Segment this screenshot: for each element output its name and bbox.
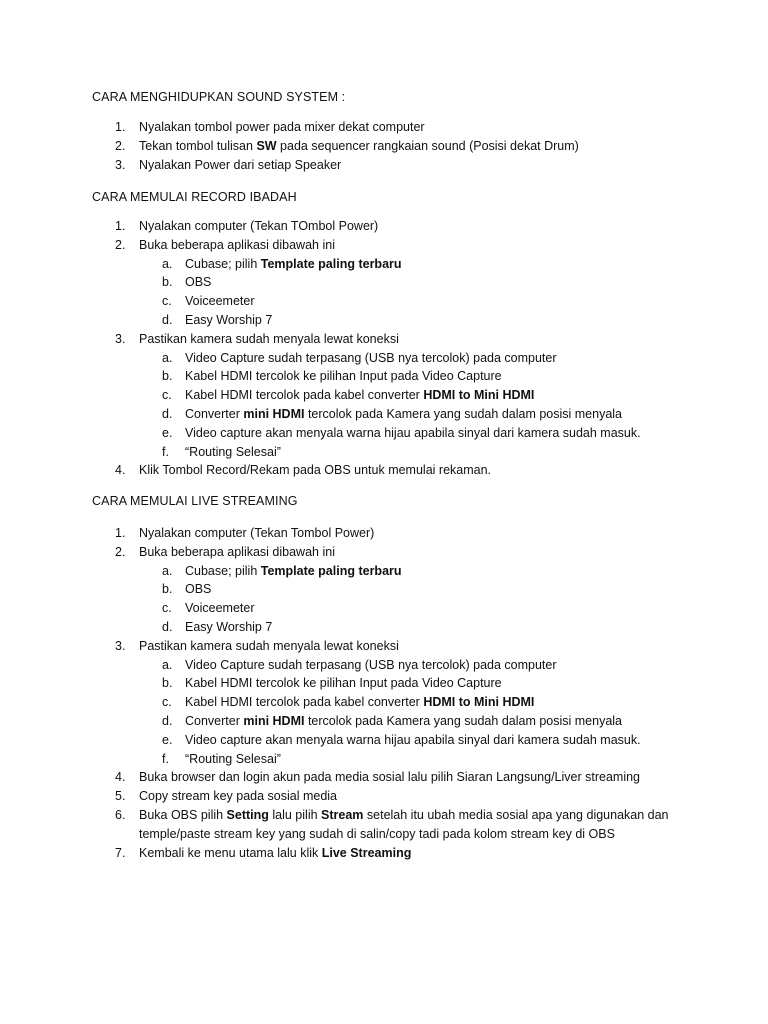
sub-list-item <box>0 349 690 368</box>
list-item-number: 3. <box>115 638 126 653</box>
list-item <box>0 806 690 844</box>
list-item-text <box>139 526 374 540</box>
list-item-text <box>139 846 411 860</box>
list-item-text <box>139 332 399 346</box>
text-segment: Pastikan kamera sudah menyala lewat koneksi <box>139 638 399 653</box>
list-item-number: 6. <box>115 807 126 822</box>
list-item-number: d. <box>162 406 173 421</box>
text-segment: Tekan tombol tulisan <box>139 138 257 153</box>
list-item-number: 4. <box>115 770 126 785</box>
list-item-text <box>185 564 402 578</box>
list-item <box>0 768 690 787</box>
list-item-text <box>185 275 211 289</box>
list-item-number: f. <box>162 751 169 766</box>
text-segment: Video Capture sudah terpasang (USB nya tercolok) pada computer <box>185 350 557 365</box>
sub-list-item <box>0 674 690 693</box>
text-segment: Converter <box>185 713 244 728</box>
text-segment: Kabel HDMI tercolok ke pilihan Input pada Video Capture <box>185 676 502 691</box>
list-sound-system <box>0 118 690 174</box>
list-item-number: d. <box>162 619 173 634</box>
list-item-text <box>185 676 502 690</box>
list-item-text <box>185 620 272 634</box>
list-item-text <box>139 219 378 233</box>
bold-text: Live Streaming <box>321 845 412 860</box>
text-segment: setelah itu ubah media sosial apa yang digunakan dan temple/paste stream key yang sudah di salin/copy tadi pada kolom stream key di OBS <box>139 807 669 841</box>
text-segment: Nyalakan tombol power pada mixer dekat computer <box>139 120 425 134</box>
list-item-number: 7. <box>115 845 126 860</box>
text-segment: Buka browser dan login akun pada media sosial lalu pilih Siaran Langsung/Liver streaming <box>139 770 640 785</box>
text-segment: Buka beberapa aplikasi dibawah ini <box>139 237 335 252</box>
sub-list-item <box>0 580 690 599</box>
list-item-text <box>185 695 534 709</box>
list-item-text <box>139 139 579 153</box>
text-segment: tercolok pada Kamera yang sudah dalam posisi menyala <box>304 406 623 421</box>
section-heading-sound-system: CARA MENGHIDUPKAN SOUND SYSTEM : <box>92 90 346 104</box>
text-segment: Easy Worship 7 <box>185 312 273 327</box>
list-item-text <box>139 806 679 844</box>
list-item-number: e. <box>162 425 173 440</box>
list-item-text <box>185 407 622 421</box>
list-item-text <box>139 463 491 477</box>
list-item <box>0 524 690 543</box>
list-item-text <box>185 714 622 728</box>
list-item-number: e. <box>162 732 173 747</box>
text-segment: Pastikan kamera sudah menyala lewat koneksi <box>139 331 399 346</box>
list-item <box>0 637 690 656</box>
section-heading-record: CARA MEMULAI RECORD IBADAH <box>92 190 297 204</box>
list-item-number: b. <box>162 275 173 290</box>
text-segment: lalu pilih <box>268 807 322 822</box>
list-item-text <box>185 351 557 365</box>
text-segment: “Routing Selesai” <box>185 444 281 459</box>
list-item-text <box>185 426 641 440</box>
list-item-text <box>185 313 272 327</box>
list-item-number: b. <box>162 676 173 691</box>
bold-text: mini HDMI <box>243 713 305 728</box>
list-item <box>0 156 690 175</box>
list-item-number: a. <box>162 657 173 672</box>
sub-list-item <box>0 443 690 462</box>
sub-list-item <box>0 292 690 311</box>
sub-list-item <box>0 562 690 581</box>
list-item <box>0 217 690 236</box>
list-item-text <box>185 294 254 308</box>
bold-text: SW <box>256 138 277 153</box>
list-item-text <box>185 733 641 747</box>
list-item-text <box>185 658 557 672</box>
text-segment: Video capture akan menyala warna hijau apabila sinyal dari kamera sudah masuk. <box>185 732 641 747</box>
sub-list-item <box>0 405 690 424</box>
sub-list-item <box>0 424 690 443</box>
text-segment: Kabel HDMI tercolok pada kabel converter <box>185 388 424 403</box>
list-item-text <box>139 770 640 784</box>
list-item-text <box>185 257 402 271</box>
list-item-number: d. <box>162 312 173 327</box>
text-segment: Copy stream key pada sosial media <box>139 789 338 804</box>
list-item-text <box>139 158 341 172</box>
text-segment: Converter <box>185 406 244 421</box>
sub-list-item <box>0 599 690 618</box>
list-item-number: c. <box>162 695 172 710</box>
text-segment: Easy Worship 7 <box>185 619 273 634</box>
list-item <box>0 137 690 156</box>
list-item-text <box>185 369 502 383</box>
text-segment: Buka beberapa aplikasi dibawah ini <box>139 544 335 559</box>
text-segment: Kabel HDMI tercolok pada kabel converter <box>185 695 424 710</box>
list-item <box>0 844 690 863</box>
sub-list-item <box>0 311 690 330</box>
text-segment: Cubase; pilih <box>185 256 261 271</box>
text-segment: Cubase; pilih <box>185 563 261 578</box>
list-item-number: 1. <box>115 219 126 233</box>
text-segment: Video Capture sudah terpasang (USB nya tercolok) pada computer <box>185 657 557 672</box>
list-item-number: a. <box>162 256 173 271</box>
text-segment: Voiceemeter <box>185 294 255 309</box>
text-segment: “Routing Selesai” <box>185 751 281 766</box>
list-item-text <box>139 120 425 134</box>
sub-list-item <box>0 731 690 750</box>
text-segment: Nyalakan computer (Tekan Tombol Power) <box>139 526 375 540</box>
list-item-text <box>185 601 254 615</box>
text-segment: OBS <box>185 582 212 597</box>
list-item <box>0 236 690 255</box>
bold-text: HDMI to Mini HDMI <box>423 388 535 403</box>
list-item-number: d. <box>162 713 173 728</box>
text-segment: Voiceemeter <box>185 601 255 616</box>
sub-list-item <box>0 693 690 712</box>
bold-text: Stream <box>321 807 364 822</box>
list-item-number: 3. <box>115 331 126 346</box>
list-item-number: 4. <box>115 463 126 478</box>
text-segment: Kembali ke menu utama lalu klik <box>139 845 322 860</box>
list-live-streaming <box>0 524 690 862</box>
list-item-number: b. <box>162 582 173 597</box>
list-item-text <box>185 582 211 596</box>
bold-text: Template paling terbaru <box>260 563 402 578</box>
list-item-number: 2. <box>115 544 126 559</box>
list-item-number: a. <box>162 350 173 365</box>
list-item-number: 1. <box>115 526 126 540</box>
list-item-text <box>185 752 281 766</box>
list-item-text <box>139 238 335 252</box>
list-item <box>0 461 690 480</box>
text-segment: Nyalakan Power dari setiap Speaker <box>139 157 342 172</box>
list-item-text <box>139 545 335 559</box>
list-item-text <box>139 789 337 803</box>
sub-list-item <box>0 273 690 292</box>
list-item-text <box>139 639 399 653</box>
text-segment: Video capture akan menyala warna hijau apabila sinyal dari kamera sudah masuk. <box>185 425 641 440</box>
text-segment: Buka OBS pilih <box>139 807 227 822</box>
list-item <box>0 543 690 562</box>
list-item-text <box>185 445 281 459</box>
list-item-text <box>185 388 534 402</box>
sub-list-item <box>0 386 690 405</box>
bold-text: mini HDMI <box>243 406 305 421</box>
list-item-number: 3. <box>115 157 126 172</box>
list-item-number: f. <box>162 444 169 459</box>
list-item-number: 2. <box>115 138 126 153</box>
list-item-number: 5. <box>115 789 126 804</box>
list-item-number: 2. <box>115 237 126 252</box>
list-item-number: 1. <box>115 120 126 134</box>
section-heading-live-streaming: CARA MEMULAI LIVE STREAMING <box>92 494 298 508</box>
list-item-number: b. <box>162 369 173 384</box>
text-segment: pada sequencer rangkaian sound (Posisi dekat Drum) <box>276 138 579 153</box>
sub-list-item <box>0 712 690 731</box>
list-item <box>0 118 690 137</box>
list-item-number: a. <box>162 563 173 578</box>
sub-list-item <box>0 750 690 769</box>
bold-text: HDMI to Mini HDMI <box>423 695 535 710</box>
sub-list-item <box>0 656 690 675</box>
text-segment: Kabel HDMI tercolok ke pilihan Input pada Video Capture <box>185 369 502 384</box>
text-segment: Nyalakan computer (Tekan TOmbol Power) <box>139 219 379 233</box>
text-segment: tercolok pada Kamera yang sudah dalam posisi menyala <box>304 713 623 728</box>
text-segment: OBS <box>185 275 212 290</box>
list-item-number: c. <box>162 388 172 403</box>
list-item <box>0 330 690 349</box>
sub-list-item <box>0 255 690 274</box>
bold-text: Setting <box>226 807 269 822</box>
text-segment: Klik Tombol Record/Rekam pada OBS untuk memulai rekaman. <box>139 463 492 478</box>
sub-list-item <box>0 367 690 386</box>
list-record <box>0 217 690 480</box>
list-item <box>0 787 690 806</box>
list-item-number: c. <box>162 294 172 309</box>
bold-text: Template paling terbaru <box>260 256 402 271</box>
list-item-number: c. <box>162 601 172 616</box>
sub-list-item <box>0 618 690 637</box>
